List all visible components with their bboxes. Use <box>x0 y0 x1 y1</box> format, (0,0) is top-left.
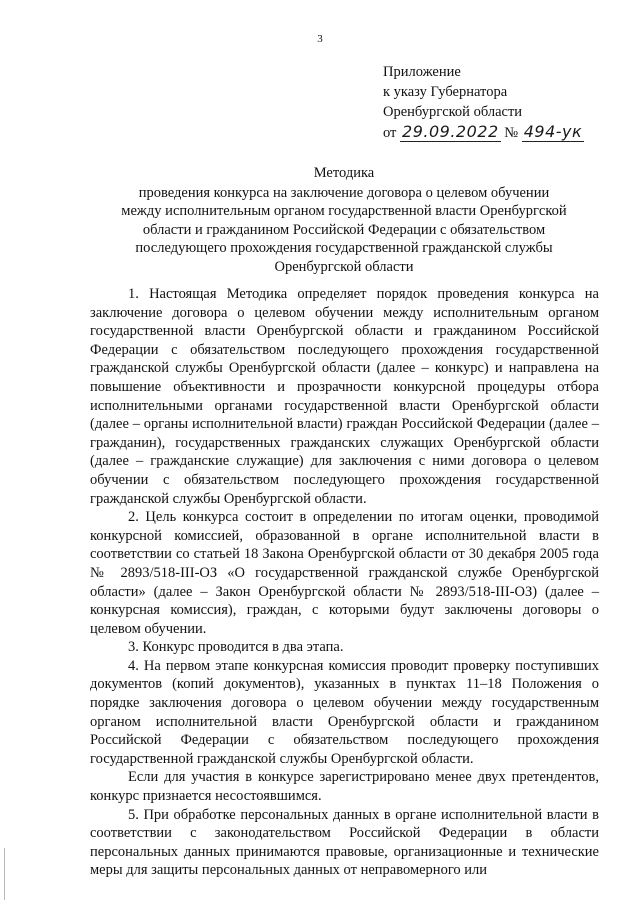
page-number: 3 <box>317 33 323 45</box>
document-body <box>90 285 599 880</box>
title-line-3: области и гражданином Российской Федерации с обязательством <box>142 221 546 238</box>
document-title <box>90 164 598 277</box>
from-label: от <box>383 125 397 141</box>
title-line-4: последующего прохождения государственной гражданской службы <box>135 240 553 257</box>
title-heading: Методика <box>313 165 375 181</box>
title-line-1: проведения конкурса на заключение договора о целевом обучении <box>138 184 550 201</box>
appendix-line-1: Приложение <box>383 64 461 80</box>
appendix-line-3: Оренбургской области <box>383 104 523 120</box>
number-label: № <box>504 125 519 141</box>
handwritten-number: 494-ук <box>523 122 583 141</box>
title-line-2: между исполнительным органом государственной власти Оренбургской <box>121 203 567 220</box>
scan-margin-line <box>4 848 5 900</box>
paragraph-1: 1. Настоящая Методика определяет порядок проведения конкурса на заключение договора о целевом обучении между исполнительным органом государственной власти Оренбургской области и гражданином Российской Федерации с обязательством последующего прохождения государственной гражданской службы Оренбургской области (далее – конкурс) и направлена на повышение объективности и прозрачности конкурсной процедуры отбора исполнительными органами государственной власти Оренбургской области (далее – органы исполнительной власти) граждан Российской Федерации (далее – гражданин), государственных гражданских служащих Оренбургской области (далее – гражданские служащие) для заключения с ними договора о целевом обучении с обязательством последующего прохождения государственной гражданской службы Оренбургской области. <box>90 286 599 507</box>
appendix-block <box>383 62 584 143</box>
paragraph-4-note: Если для участия в конкурсе зарегистрировано менее двух претендентов, конкурс признается несостоявшимся. <box>90 769 599 805</box>
appendix-line-2: к указу Губернатора <box>383 84 508 100</box>
paragraph-4: 4. На первом этапе конкурсная комиссия проводит проверку поступивших документов (копий документов), указанных в пунктах 11–18 Положения о порядке заключения договора о целевом обучении между государственным органом исполнительной власти Оренбургской области и гражданином Российской Федерации с обязательством последующего прохождения государственной гражданской службы Оренбургской области. <box>90 657 599 767</box>
paragraph-3: 3. Конкурс проводится в два этапа. <box>128 639 344 656</box>
handwritten-date: 29.09.2022 <box>402 122 499 141</box>
appendix-date-row <box>383 122 584 143</box>
paragraph-5: 5. При обработке персональных данных в органе исполнительной власти в соответствии с законодательством Российской Федерации в области персональных данных принимаются правовые, организационные и технические меры для защиты персональных данных от неправомерного или <box>90 806 599 879</box>
paragraph-2: 2. Цель конкурса состоит в определении по итогам оценки, проводимой конкурсной комиссией, образованной в органе исполнительной власти в соответствии со статьей 18 Закона Оренбургской области от 30 декабря 2005 года № 2893/518-III-ОЗ «О государственной гражданской службе Оренбургской области» (далее – Закон Оренбургской области № 2893/518-III-ОЗ) (далее – конкурсная комиссия), граждан, с которыми будут заключены договоры о целевом обучении. <box>90 509 599 637</box>
title-line-5: Оренбургской области <box>274 258 414 275</box>
